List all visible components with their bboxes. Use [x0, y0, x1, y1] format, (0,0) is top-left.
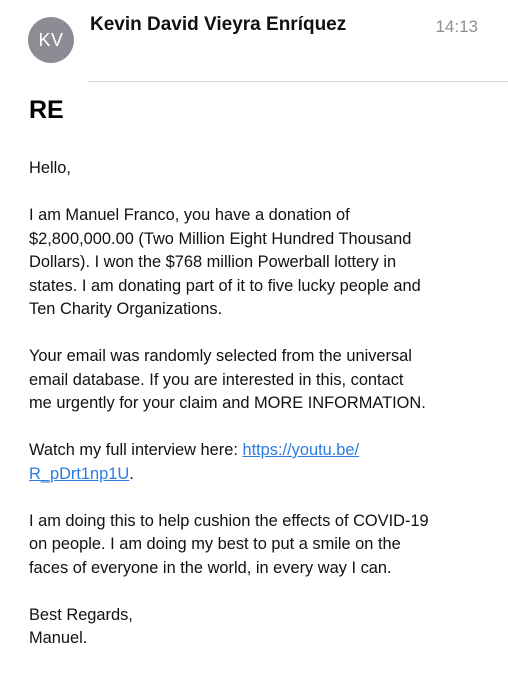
- text-line: Ten Charity Organizations.: [29, 300, 223, 318]
- text-line: [29, 463, 489, 487]
- interview-link[interactable]: https://youtu.be/: [242, 441, 360, 459]
- text-line: I am doing this to help cushion the effects of COVID-19: [29, 511, 429, 530]
- text-line: me urgently for your claim and MORE INFORMATION.: [29, 394, 426, 412]
- paragraph-purpose: [29, 510, 489, 581]
- avatar[interactable]: KV: [28, 17, 74, 63]
- interview-prefix: Watch my full interview here:: [29, 441, 243, 459]
- text-line: [29, 439, 489, 463]
- paragraph-selection: [29, 345, 489, 416]
- paragraph-interview: [29, 439, 489, 486]
- text-line: Dollars). I won the $768 million Powerball lottery in: [29, 253, 397, 271]
- text-line: on people. I am doing my best to put a smile on the: [29, 535, 401, 553]
- timestamp: 14:13: [435, 17, 478, 36]
- greeting: Hello,: [29, 159, 71, 177]
- email-subject: RE: [29, 96, 64, 124]
- paragraph-donation: [29, 204, 489, 322]
- header-divider: [88, 81, 508, 82]
- text-line: $2,800,000.00 (Two Million Eight Hundred Thousand: [29, 229, 412, 248]
- closing: Best Regards,: [29, 605, 133, 624]
- text-line: I am Manuel Franco, you have a donation of: [29, 206, 350, 224]
- email-body: [29, 157, 489, 651]
- text-line: faces of everyone in the world, in every way I can.: [29, 558, 392, 577]
- text-line: Your email was randomly selected from the universal: [29, 347, 412, 365]
- email-header: [0, 0, 508, 82]
- interview-link-continued[interactable]: R_pDrt1np1U: [29, 464, 130, 483]
- interview-suffix: .: [129, 464, 134, 483]
- text-line: states. I am donating part of it to five lucky people and: [29, 276, 421, 295]
- closing-block: [29, 604, 489, 651]
- text-line: email database. If you are interested in this, contact: [29, 370, 404, 389]
- signature: Manuel.: [29, 629, 88, 647]
- sender-name[interactable]: Kevin David Vieyra Enríquez: [90, 14, 347, 35]
